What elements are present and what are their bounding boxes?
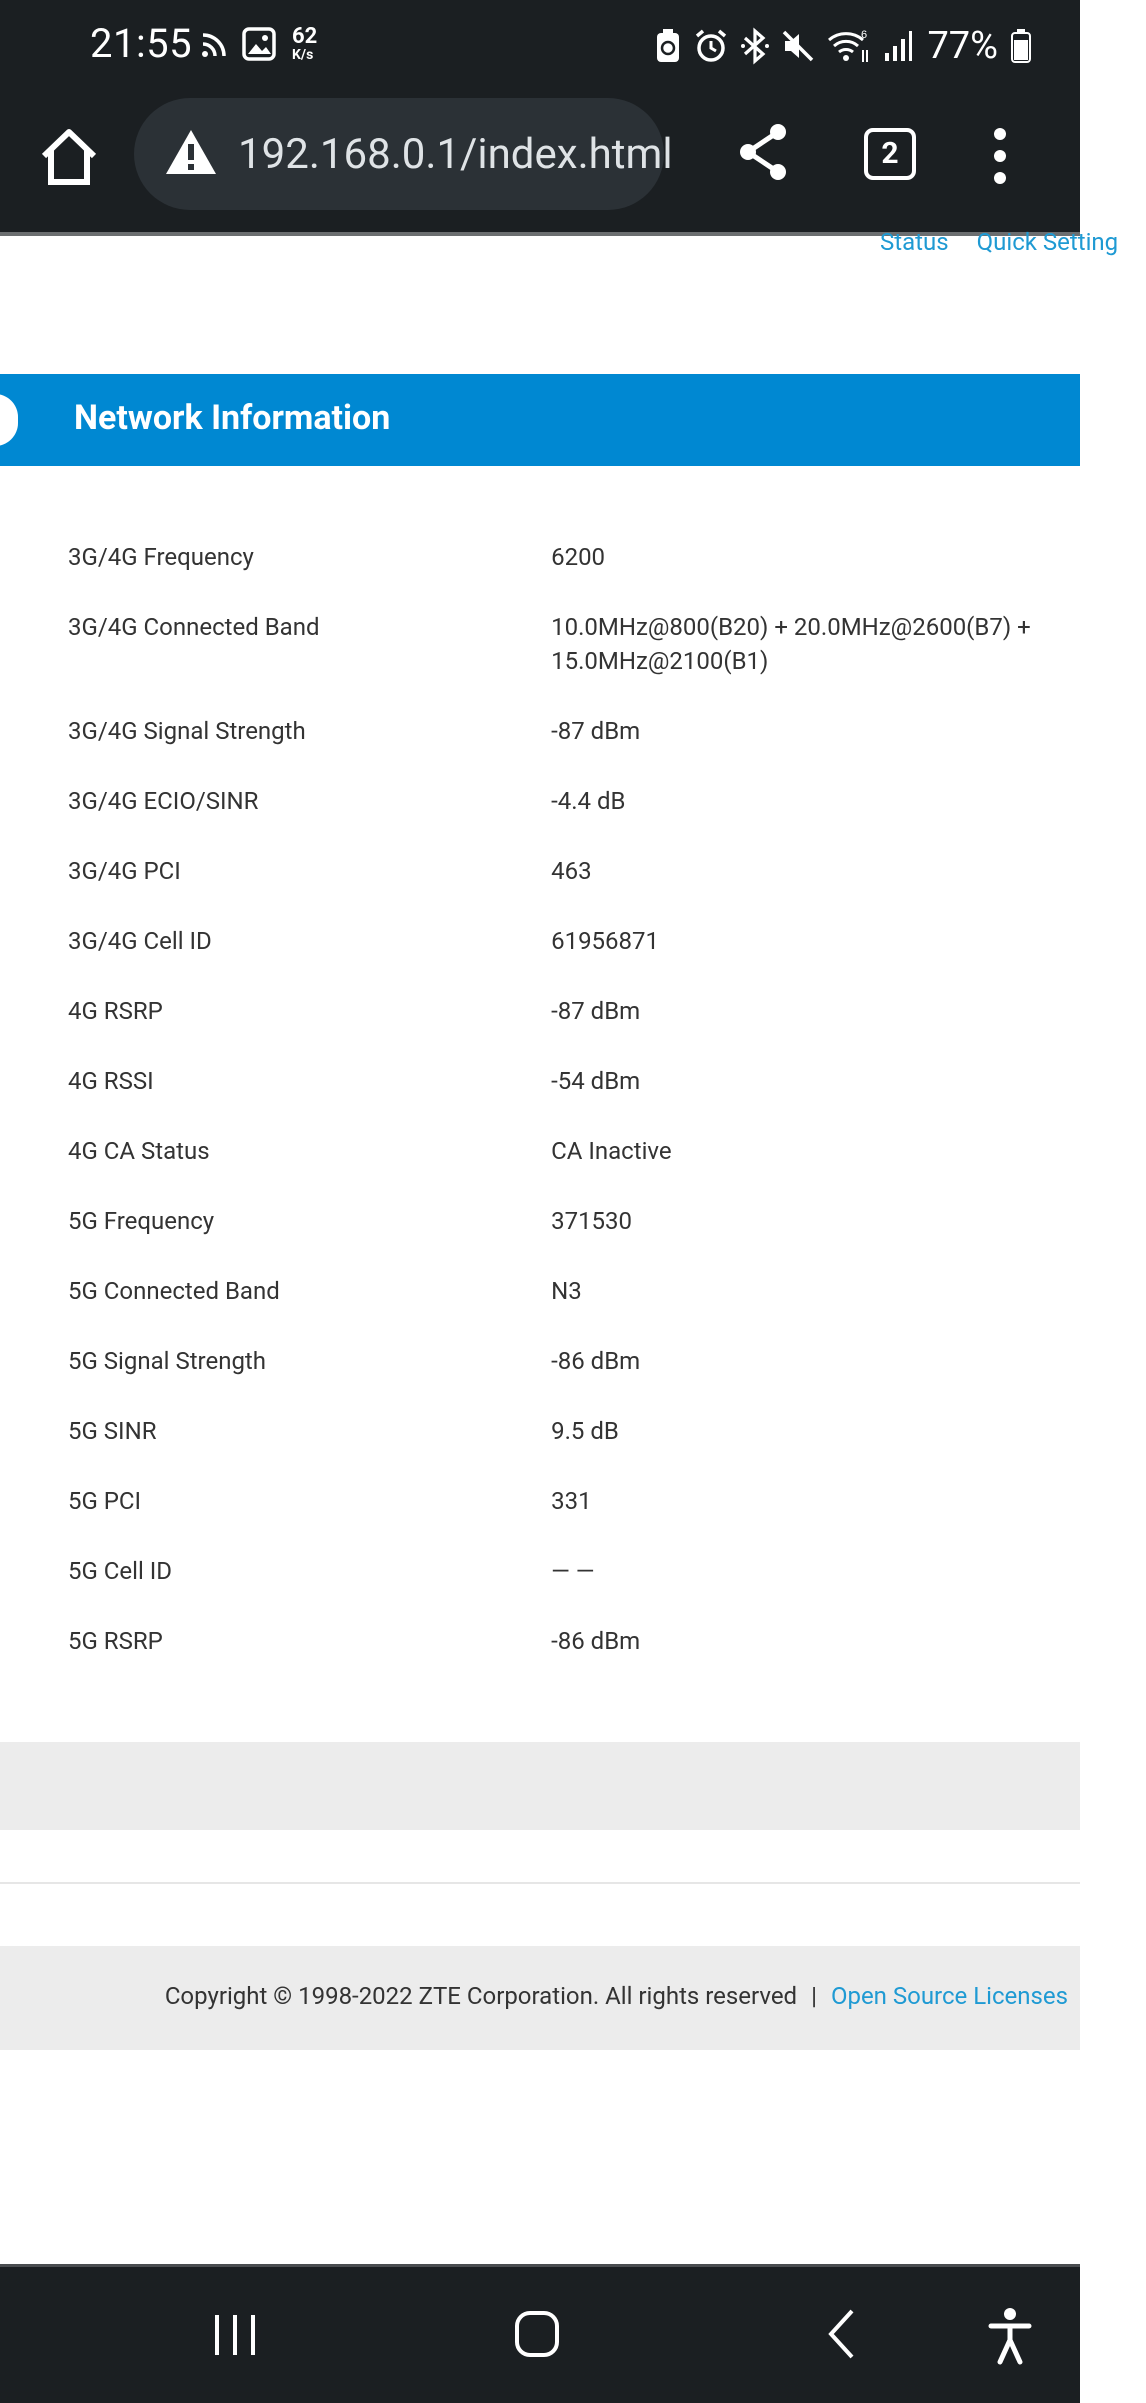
row-value: 9.5 dB [551,1417,619,1445]
row-label: 5G RSRP [68,1627,163,1655]
battery-saver-icon [655,28,681,64]
table-row [68,1414,1068,1484]
row-label: 4G RSRP [68,997,163,1025]
row-value: 61956871 [551,927,659,955]
row-value: 10.0MHz@800(B20) + 20.0MHz@2600(B7) + 15.0MHz@2100(B1) [551,613,1031,675]
row-value: CA Inactive [551,1137,672,1165]
row-label: 5G Connected Band [68,1277,280,1305]
system-nav-bar [0,2264,1080,2403]
battery-icon [1010,28,1032,64]
row-value: -87 dBm [551,717,641,745]
open-source-licenses-link[interactable]: Open Source Licenses [830,1982,1068,2010]
warning-icon[interactable] [164,128,218,176]
row-value: — — [551,1557,595,1585]
table-row [68,1624,1068,1694]
copyright-text: Copyright © 1998-2022 ZTE Corporation. All rights reserved [164,1982,798,2010]
table-row [68,1134,1068,1204]
row-value: 6200 [551,543,606,571]
row-label: 5G Cell ID [68,1557,173,1585]
table-row [68,1484,1068,1554]
row-label: 3G/4G PCI [68,857,181,885]
row-label: 3G/4G Cell ID [68,927,212,955]
table-row [68,854,1068,924]
table-row [68,540,1068,610]
row-value: 463 [551,857,592,885]
address-bar[interactable] [134,98,673,210]
row-value: -54 dBm [551,1067,641,1095]
status-bar [0,0,1080,96]
image-icon [242,27,276,61]
row-value: -86 dBm [551,1627,641,1655]
table-row [68,1554,1068,1624]
table-row [68,924,1068,994]
status-time: 21:55 [90,20,193,67]
row-label: 4G RSSI [68,1067,154,1095]
row-value: 371530 [551,1207,633,1235]
content-spacer-band [0,1742,1080,1830]
accessibility-icon[interactable] [988,2307,1032,2365]
home-icon[interactable] [38,126,100,188]
section-title: Network Information [74,398,391,438]
battery-percent: 77% [927,24,998,68]
table-row [68,784,1068,854]
browser-toolbar [0,96,1080,234]
signal-icon [883,29,913,63]
row-value: 331 [551,1487,592,1515]
svg-text:6: 6 [861,29,868,41]
row-value: -4.4 dB [551,787,626,815]
nav-link-quick-setting[interactable]: Quick Setting [976,228,1119,256]
top-nav [880,228,1146,256]
tabs-button[interactable]: 2 [864,128,916,180]
section-header [0,374,1080,466]
row-label: 5G SINR [68,1417,157,1445]
recents-icon[interactable] [212,2311,258,2359]
table-row [68,610,1068,714]
table-row [68,714,1068,784]
table-row [68,1064,1068,1134]
home-icon[interactable] [514,2309,560,2359]
table-row [68,1344,1068,1414]
cast-icon [200,29,230,59]
network-info-table [68,540,1068,1694]
row-label: 5G Signal Strength [68,1347,266,1375]
row-label: 3G/4G Connected Band [68,613,320,641]
row-label: 4G CA Status [68,1137,210,1165]
row-value: N3 [551,1277,582,1305]
back-icon[interactable] [826,2307,856,2361]
section-toggle[interactable] [0,394,18,446]
share-icon[interactable] [736,122,790,182]
row-label: 5G Frequency [68,1207,215,1235]
row-label: 3G/4G ECIO/SINR [68,787,259,815]
table-row [68,1204,1068,1274]
table-row [68,1274,1068,1344]
page-divider [0,1882,1080,1884]
bluetooth-icon [741,28,769,64]
net-speed: 62 K/s [292,24,318,63]
row-value: -86 dBm [551,1347,641,1375]
row-label: 5G PCI [68,1487,142,1515]
row-value: -87 dBm [551,997,641,1025]
footer-separator: | [811,1982,817,2010]
row-label: 3G/4G Frequency [68,543,254,571]
wifi-6-icon [827,28,871,64]
row-label: 3G/4G Signal Strength [68,717,306,745]
mute-icon [781,28,815,64]
menu-icon[interactable] [990,126,1010,186]
nav-link-status[interactable]: Status [880,228,949,256]
page-footer [0,1946,1080,2050]
alarm-icon [693,28,729,64]
table-row [68,994,1068,1064]
url-text[interactable]: 192.168.0.1/index.html [238,130,673,179]
